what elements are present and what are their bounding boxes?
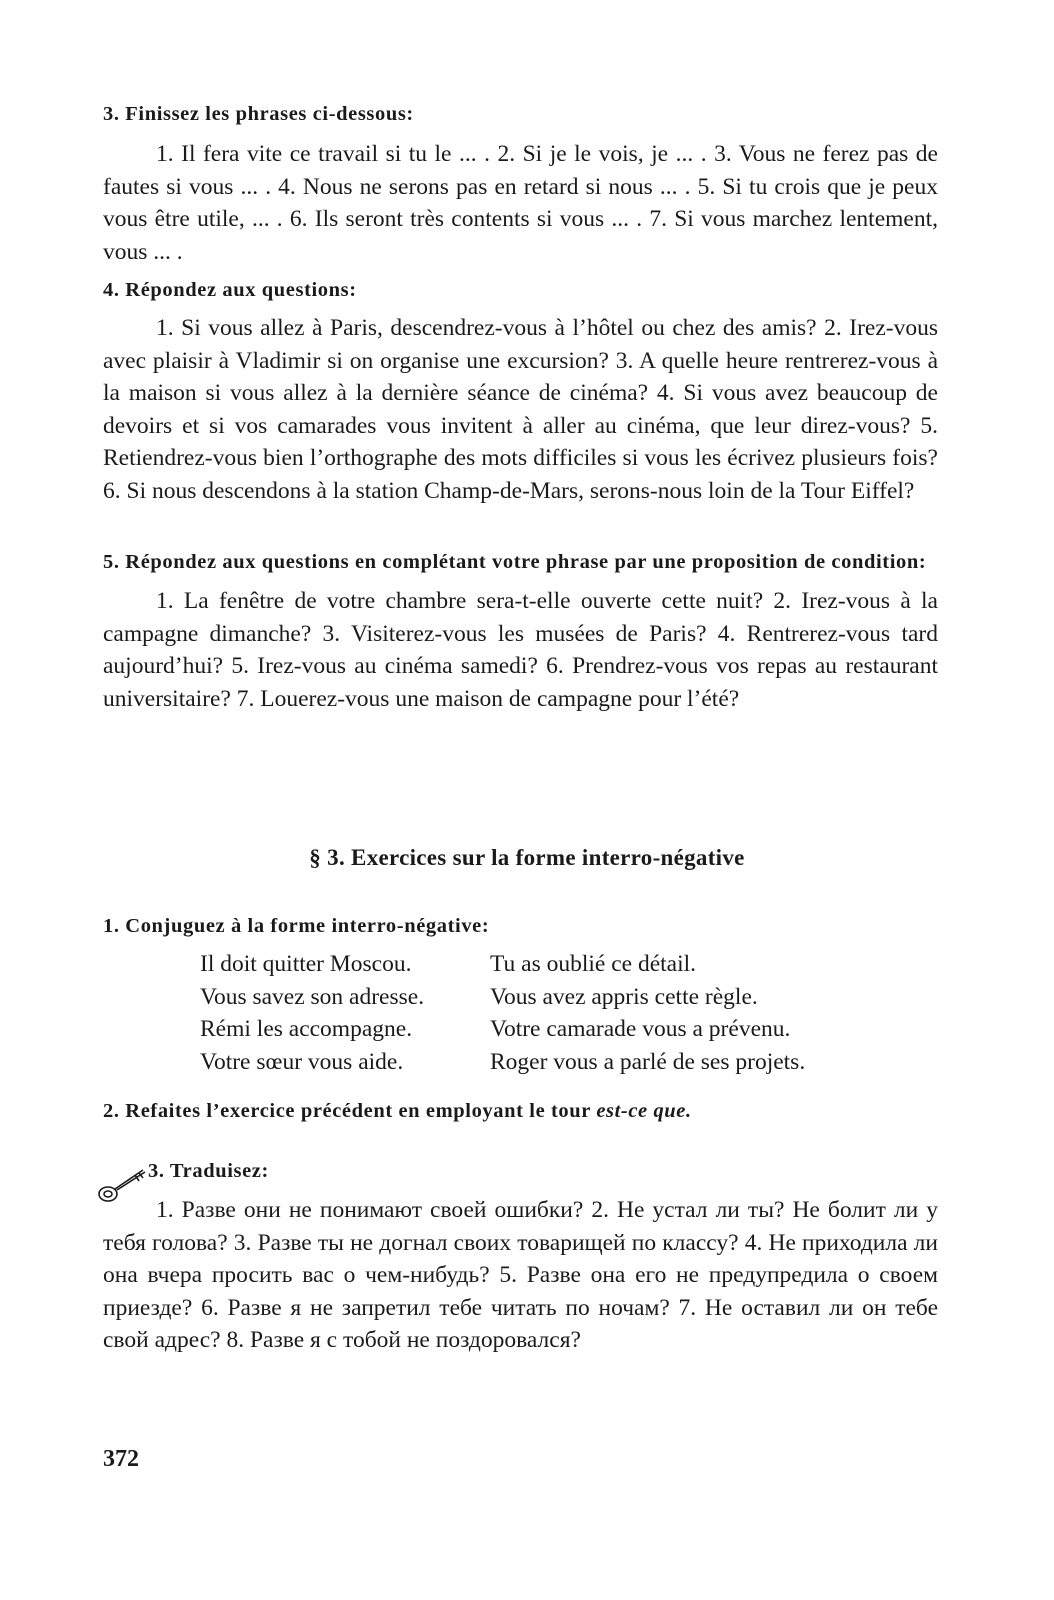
exercise-heading: 4. Répondez aux questions:	[103, 279, 357, 301]
table-cell: Rémi les accompagne.	[200, 1016, 413, 1042]
exercise-4	[103, 276, 938, 507]
table-cell: Tu as oublié ce détail.	[490, 951, 697, 977]
s3-exercise-1-heading-wrap	[103, 912, 938, 940]
table-cell: Vous avez appris cette règle.	[490, 983, 758, 1010]
table-cell: Il doit quitter Moscou.	[200, 951, 412, 977]
exercise-heading	[103, 1097, 938, 1125]
table-cell: Votre sœur vous aide.	[200, 1048, 404, 1075]
page-number: 372	[103, 1446, 139, 1472]
s3-exercise-3	[103, 1194, 938, 1357]
exercise-heading: 1. Conjuguez à la forme interro-négative:	[103, 915, 490, 937]
exercise-text: 1. Si vous allez à Paris, descendrez-vous à l’hôtel ou chez des amis? 2. Irez-vous avec plaisir à Vladimir si on organise une excursion? 3. A quelle heure rentrerez-vous à la maison si vous allez à la dernière séance de cinéma? 4. Si vous avez beaucoup de devoirs et si vos camarades vous invitent à aller au cinéma, que leur direz-vous? 5. Retiendrez-vous bien l’orthographe des mots difficiles si vous les écrivez plusieurs fois? 6. Si nous descendons à la station Champ-de-Mars, serons-nous loin de la Tour Eiffel?	[103, 315, 938, 504]
exercise-5	[103, 548, 938, 715]
exercise-3	[103, 100, 938, 268]
exercise-heading: 5. Répondez aux questions en complétant votre phrase par une proposition de condition:	[103, 551, 927, 573]
heading-text: 2. Refaites l’exercice précédent en employant le tour	[103, 1100, 597, 1122]
table-cell: Vous savez son adresse.	[200, 983, 425, 1010]
exercise-heading: 3. Traduisez:	[148, 1160, 269, 1182]
section-title: § 3. Exercices sur la forme interro-négative	[309, 845, 745, 870]
heading-emphasis: est-ce que.	[596, 1100, 692, 1122]
s3-exercise-2	[103, 1097, 938, 1125]
exercise-heading: 3. Finissez les phrases ci-dessous:	[103, 103, 414, 125]
exercise-text: 1. Разве они не понимают своей ошибки? 2. Не устал ли ты? Не болит ли у тебя голова? 3. Разве ты не догнал своих товарищей по классу? 4. Не приходила ли она вчера просить вас о чем-нибудь? 5. Разве она его не предупредила о своем приезде? 6. Разве я не запретил тебе читать по ночам? 7. Не оставил ли он тебе свой адрес? 8. Разве я с тобой не поздоровался?	[103, 1197, 938, 1353]
conjugation-table	[200, 948, 870, 1078]
s3-exercise-3-heading-wrap	[148, 1157, 938, 1185]
exercise-text: 1. La fenêtre de votre chambre sera-t-elle ouverte cette nuit? 2. Irez-vous à la campagne dimanche? 3. Visiterez-vous les musées de Paris? 4. Rentrerez-vous tard aujourd’hui? 5. Irez-vous au cinéma samedi? 6. Prendrez-vous vos repas au restaurant universitaire? 7. Louerez-vous une maison de campagne pour l’été?	[103, 588, 938, 712]
table-cell: Roger vous a parlé de ses projets.	[490, 1048, 806, 1075]
table-cell: Votre camarade vous a prévenu.	[490, 1016, 791, 1042]
exercise-text: 1. Il fera vite ce travail si tu le ... . 2. Si je le vois, je ... . 3. Vous ne ferez pas de fautes si vous ... . 4. Nous ne serons pas en retard si nous ... . 5. Si tu crois que je peux vous être utile, ... . 6. Ils seront très contents si vous ... . 7. Si vous marchez lentement, vous ... .	[103, 141, 938, 265]
